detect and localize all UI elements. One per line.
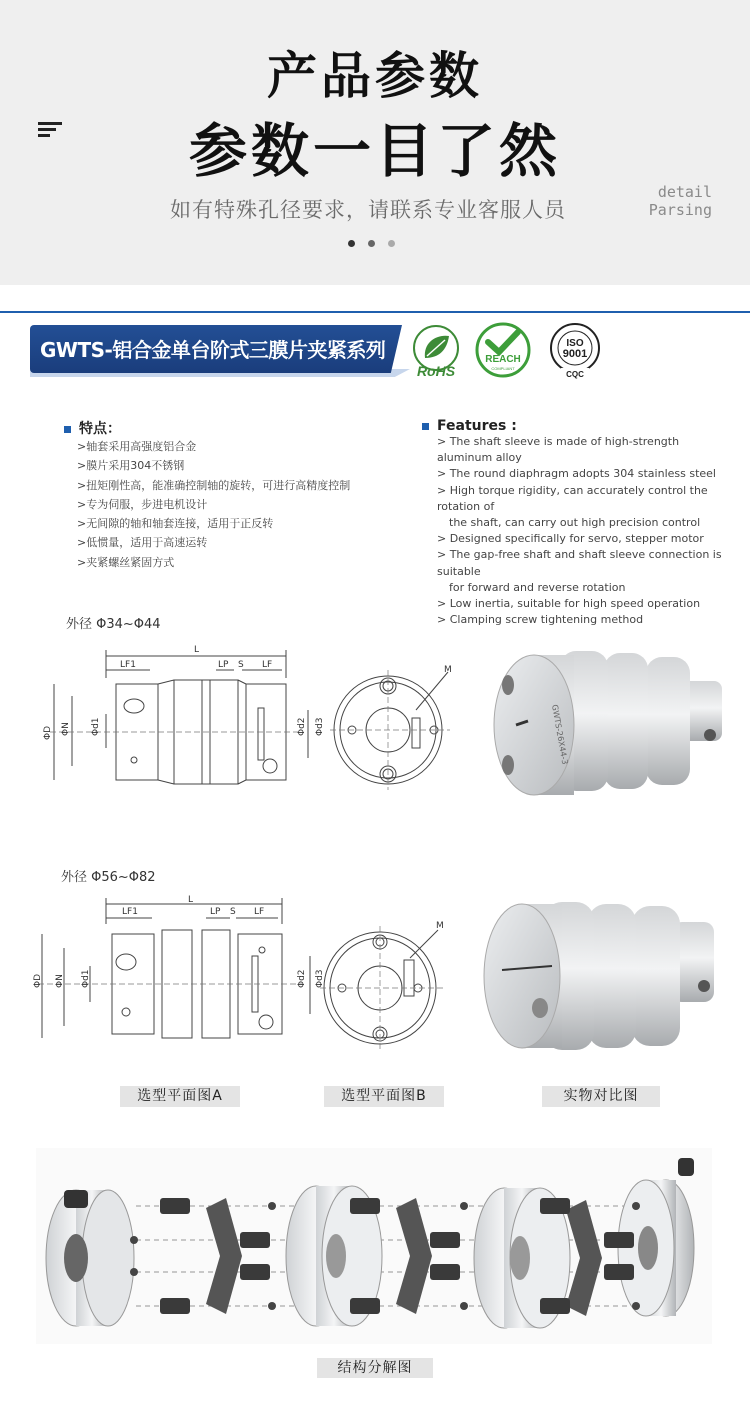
list-item: >低惯量，适用于高速运转 [77, 536, 208, 550]
detail-label: detail Parsing [648, 183, 712, 219]
svg-text:ΦN: ΦN [55, 974, 65, 988]
svg-text:ΦD: ΦD [43, 725, 53, 740]
svg-text:COMPLIANT: COMPLIANT [491, 366, 515, 371]
svg-text:M: M [436, 921, 444, 931]
features-en-list [437, 434, 737, 628]
hero-title-line2: 参数一目了然 [188, 117, 561, 185]
outer-diameter-label-1: 外径 Φ34~Φ44 [66, 617, 161, 632]
list-item: > Designed specifically for servo, stepper motor [437, 532, 704, 546]
features-en-heading: Features : [422, 418, 517, 434]
list-item: >轴套采用高强度铝合金 [77, 440, 197, 453]
iso-9001-badge-icon [544, 322, 606, 380]
svg-text:GWTS-26X44-3: GWTS-26X44-3 [550, 703, 570, 766]
svg-text:S: S [230, 907, 236, 917]
svg-text:LF1: LF1 [122, 907, 138, 917]
features-cn-heading: 特点： [64, 418, 121, 438]
svg-text:RoHS: RoHS [416, 363, 456, 379]
list-item: > The shaft sleeve is made of high-strength aluminum alloy [437, 435, 680, 465]
reach-badge-icon [472, 322, 534, 380]
caption-b: 选型平面图B [324, 1086, 444, 1107]
drawing-b-small [330, 660, 460, 800]
drawing-b-large [320, 918, 456, 1052]
svg-text:ΦN: ΦN [61, 722, 71, 736]
features-cn-list [77, 437, 407, 572]
list-item: for forward and reverse rotation [449, 580, 626, 594]
svg-text:Φd2: Φd2 [297, 717, 307, 736]
drawing-a-large [26, 894, 325, 1044]
svg-text:M: M [444, 665, 452, 675]
list-item: the shaft, can carry out high precision control [449, 516, 701, 530]
caption-c: 实物对比图 [542, 1086, 660, 1107]
rohs-badge-icon [405, 322, 467, 380]
svg-text:Φd1: Φd1 [81, 969, 91, 988]
dot-3[interactable] [388, 240, 395, 247]
product-photo-small [486, 645, 736, 805]
svg-text:LP: LP [210, 907, 221, 917]
list-item: > High torque rigidity, can accurately control the rotation of [437, 483, 708, 513]
svg-text:CQC: CQC [566, 370, 584, 379]
svg-text:L: L [194, 645, 200, 655]
exploded-view-illustration [36, 1148, 712, 1344]
product-photo-large [482, 896, 734, 1056]
list-item: >专为伺服，步进电机设计 [77, 497, 208, 511]
carousel-dots[interactable] [348, 240, 395, 247]
svg-text:Φd3: Φd3 [315, 717, 325, 736]
drawing-a-small [30, 640, 325, 820]
series-title: GWTS-铝合金单台阶式三膜片夹紧系列 [40, 338, 386, 362]
svg-text:Φd2: Φd2 [297, 969, 307, 988]
list-item: >膜片采用304不锈钢 [77, 459, 185, 473]
svg-text:LP: LP [218, 660, 229, 670]
svg-text:ΦD: ΦD [33, 973, 43, 988]
list-item: > Low inertia, suitable for high speed operation [437, 597, 701, 611]
list-item: >夹紧螺丝紧固方式 [77, 555, 175, 569]
dot-2[interactable] [368, 240, 375, 247]
list-item: >扭矩刚性高，能准确控制轴的旋转，可进行高精度控制 [77, 478, 351, 492]
list-item: > Clamping screw tightening method [437, 613, 644, 627]
svg-text:S: S [238, 660, 244, 670]
svg-text:LF1: LF1 [120, 660, 136, 670]
svg-text:Φd1: Φd1 [91, 717, 101, 736]
hero-subtitle: 如有特殊孔径要求，请联系专业客服人员 [170, 198, 566, 222]
svg-text:9001: 9001 [562, 348, 588, 360]
svg-text:LF: LF [254, 907, 265, 917]
caption-a: 选型平面图A [120, 1086, 240, 1107]
divider-line [0, 311, 750, 313]
list-item: > The round diaphragm adopts 304 stainless steel [437, 467, 716, 481]
caption-exploded: 结构分解图 [317, 1358, 433, 1378]
series-banner [30, 325, 402, 377]
outer-diameter-label-2: 外径 Φ56~Φ82 [61, 870, 156, 885]
dot-1[interactable] [348, 240, 355, 247]
list-item: >无间隙的轴和轴套连接，适用于正反转 [77, 517, 274, 531]
svg-text:Φd3: Φd3 [315, 969, 325, 988]
list-item: > The gap-free shaft and shaft sleeve connection is suitable [437, 548, 722, 578]
svg-text:L: L [188, 895, 194, 905]
svg-text:REACH: REACH [485, 354, 521, 365]
hero-title-line1: 产品参数 [267, 47, 483, 105]
svg-text:LF: LF [262, 660, 273, 670]
svg-text:ISO: ISO [566, 338, 584, 349]
hero-section [0, 0, 750, 285]
